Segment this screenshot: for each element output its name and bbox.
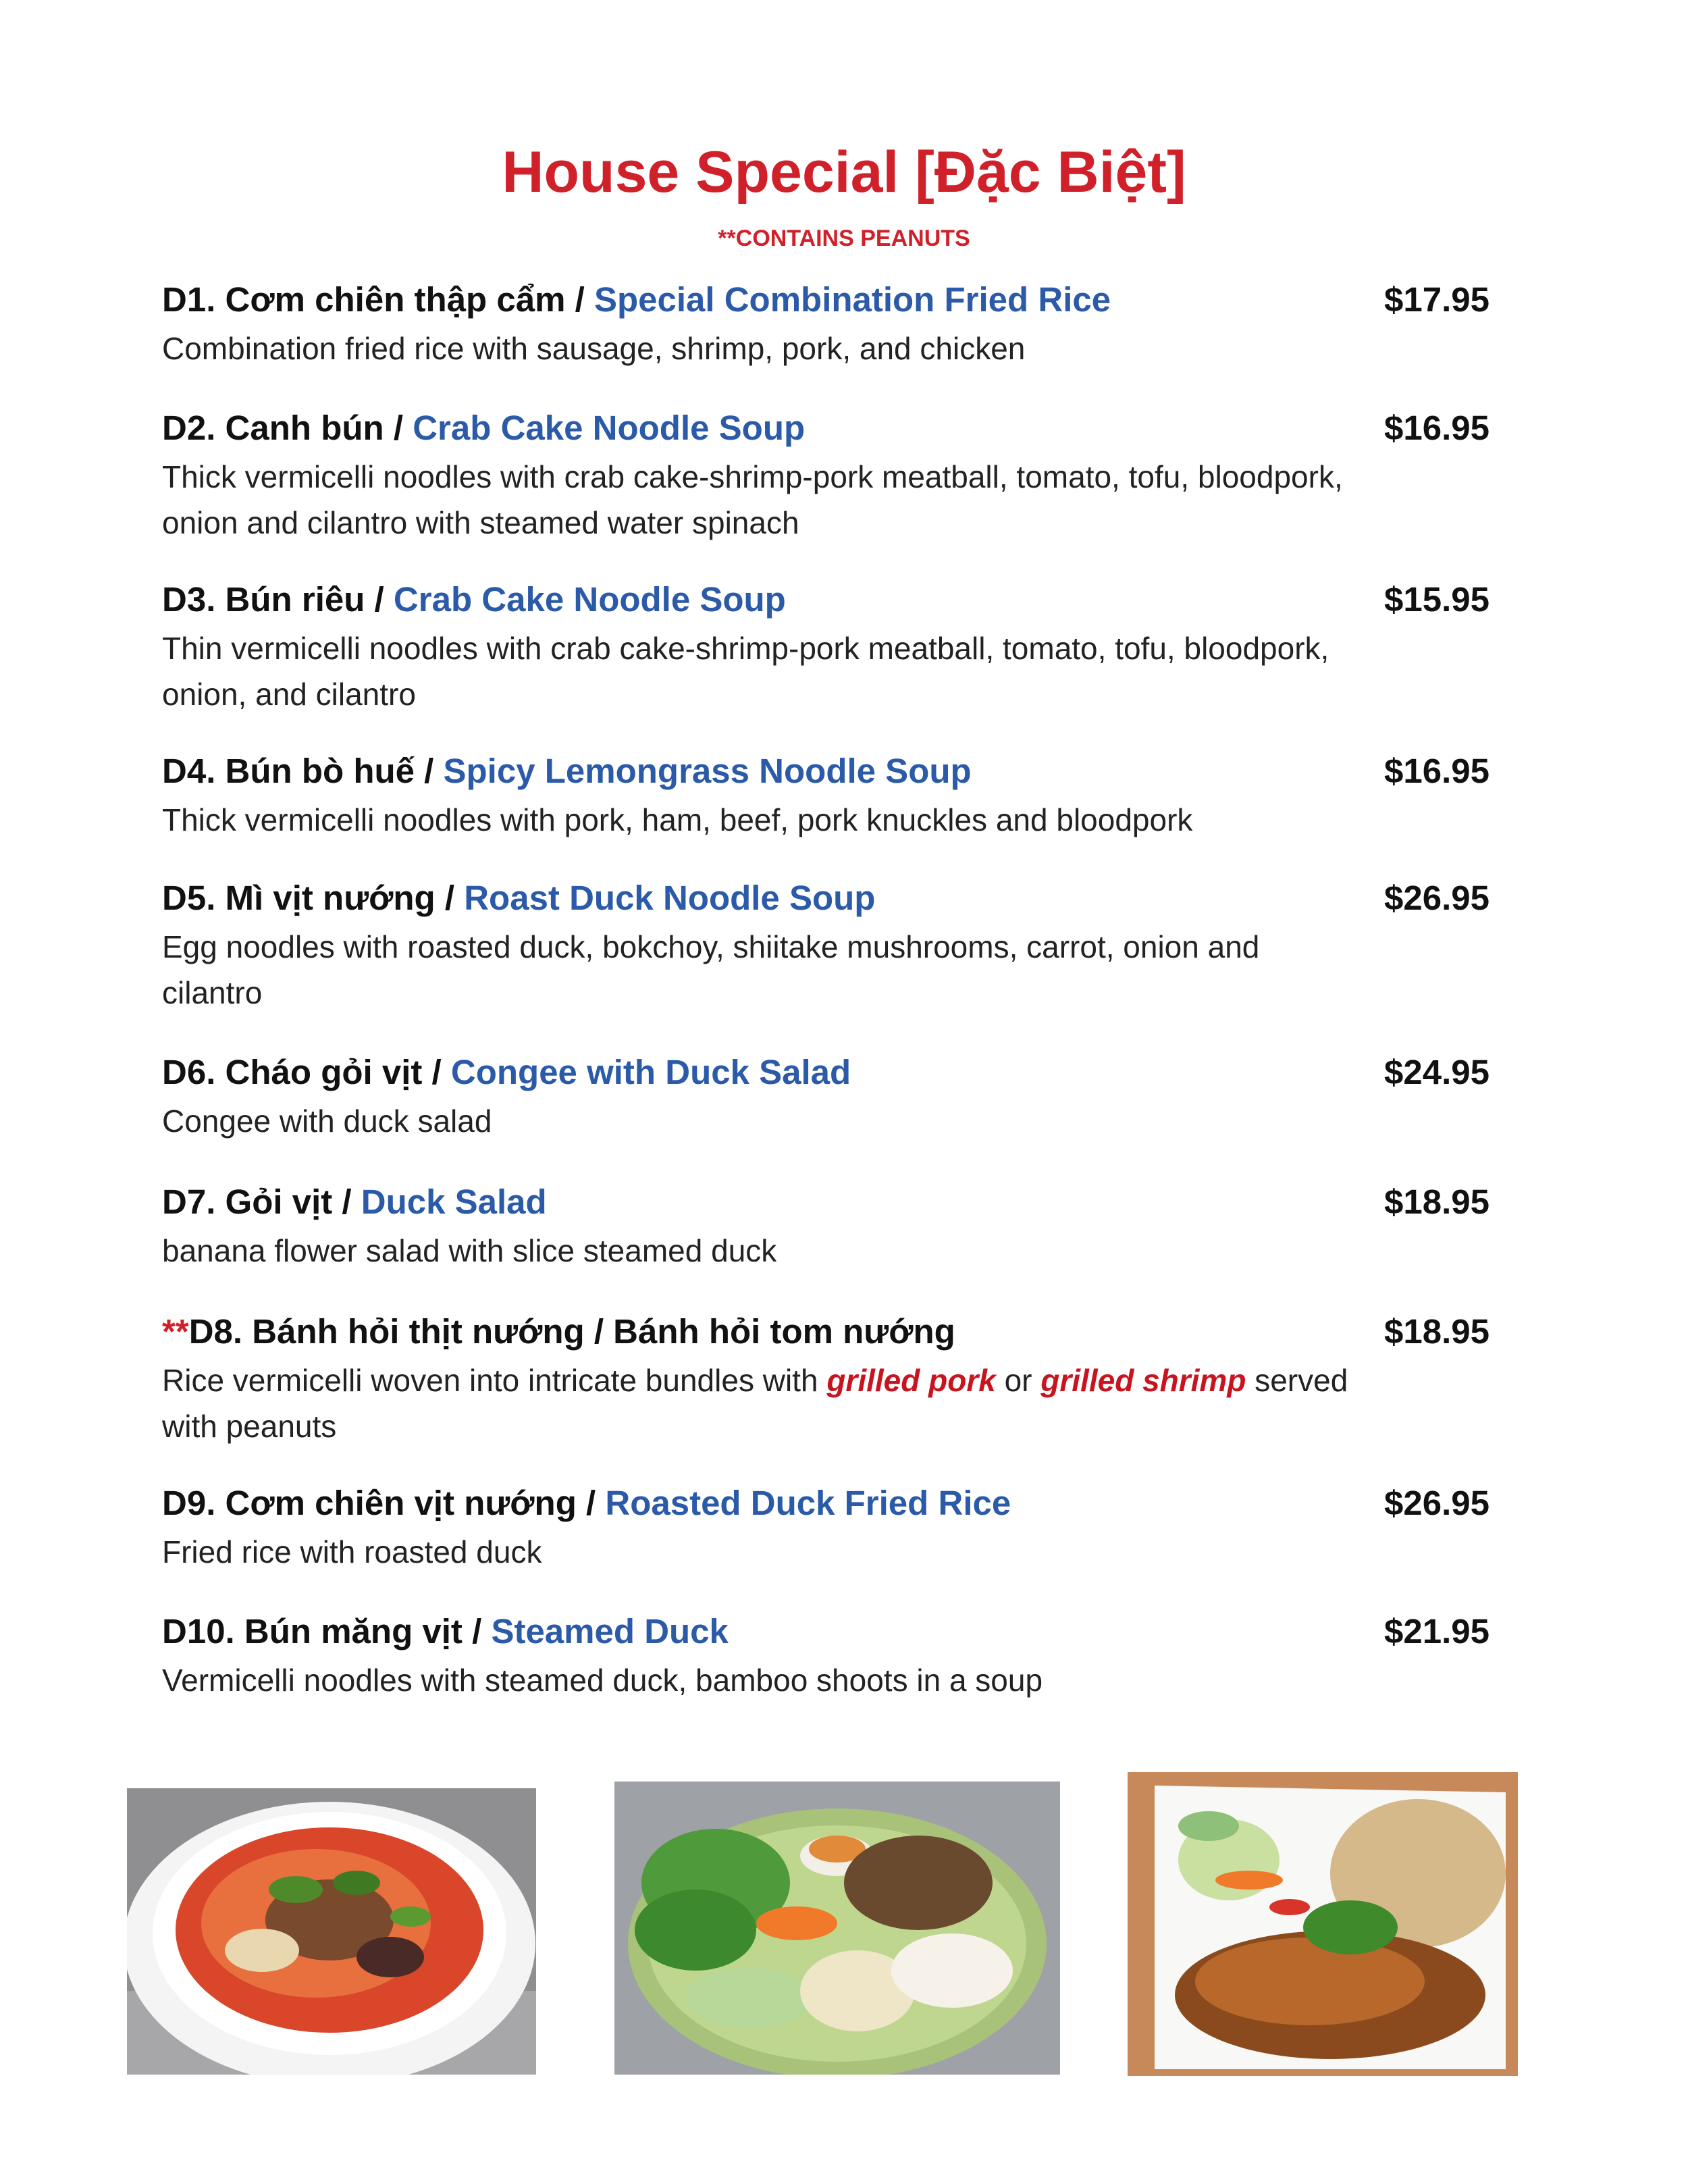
desc-text: served with peanuts <box>162 1363 1348 1444</box>
item-vietnamese-name: Canh bún <box>225 409 384 447</box>
item-heading <box>162 750 1512 793</box>
item-price: $18.95 <box>1384 1312 1489 1351</box>
name-separator: / <box>576 1484 606 1522</box>
item-price: $16.95 <box>1384 752 1489 790</box>
roasted-duck-fried-rice-photo <box>1128 1772 1518 2076</box>
item-price: $18.95 <box>1384 1182 1489 1221</box>
item-english-name: Special Combination Fried Rice <box>594 280 1111 319</box>
item-english-name: Duck Salad <box>361 1182 547 1221</box>
item-description: Thin vermicelli noodles with crab cake-shrimp-pork meatball, tomato, tofu, bloodpork, onion, and cilantro <box>162 631 1329 712</box>
item-vietnamese-name: Mì vịt nướng <box>225 879 436 917</box>
item-code: D1. <box>162 280 216 319</box>
grilled-pork-vermicelli-platter-photo <box>614 1782 1060 2075</box>
item-price: $16.95 <box>1384 409 1489 447</box>
item-code: D5. <box>162 879 216 917</box>
menu-item-d10 <box>162 1610 1512 1703</box>
item-english-name: Crab Cake Noodle Soup <box>393 580 786 619</box>
item-english-name: Steamed Duck <box>491 1612 729 1650</box>
item-price: $15.95 <box>1384 580 1489 619</box>
desc-highlight-grilled-shrimp: grilled shrimp <box>1040 1363 1246 1398</box>
item-description: Thick vermicelli noodles with pork, ham, beef, pork knuckles and bloodpork <box>162 802 1193 837</box>
item-price: $26.95 <box>1384 879 1489 917</box>
item-english-name: Roasted Duck Fried Rice <box>605 1484 1011 1522</box>
item-vietnamese-name: Cháo gỏi vịt <box>225 1053 423 1091</box>
desc-text: Rice vermicelli woven into intricate bundles with <box>162 1363 827 1398</box>
item-code: D10. <box>162 1612 235 1650</box>
name-separator: / <box>384 409 413 447</box>
menu-item-d1 <box>162 278 1512 371</box>
item-code: D6. <box>162 1053 216 1091</box>
menu-item-d2 <box>162 407 1512 546</box>
item-vietnamese-name: Bánh hỏi thịt nướng / Bánh hỏi tom nướng <box>252 1312 955 1351</box>
item-description: Combination fried rice with sausage, shrimp, pork, and chicken <box>162 331 1026 366</box>
name-separator: / <box>435 879 465 917</box>
spicy-noodle-soup-photo <box>127 1788 536 2075</box>
item-code: D8. <box>188 1312 243 1351</box>
menu-item-d7 <box>162 1180 1512 1274</box>
item-description: Vermicelli noodles with steamed duck, bamboo shoots in a soup <box>162 1663 1043 1698</box>
item-english-name: Spicy Lemongrass Noodle Soup <box>443 752 972 790</box>
item-code: D9. <box>162 1484 216 1522</box>
menu-item-d5 <box>162 877 1512 1016</box>
name-separator: / <box>462 1612 492 1650</box>
item-price: $17.95 <box>1384 280 1489 319</box>
item-code: D4. <box>162 752 216 790</box>
peanut-warning: **CONTAINS PEANUTS <box>718 226 970 251</box>
peanut-marker: ** <box>162 1312 189 1351</box>
item-code: D3. <box>162 580 216 619</box>
item-heading <box>162 578 1512 621</box>
item-vietnamese-name: Cơm chiên vịt nướng <box>225 1484 577 1522</box>
item-price: $24.95 <box>1384 1053 1489 1091</box>
item-vietnamese-name: Bún măng vịt <box>244 1612 463 1650</box>
item-vietnamese-name: Bún bò huế <box>225 752 425 790</box>
item-english-name: Congee with Duck Salad <box>450 1053 851 1091</box>
menu-item-d6 <box>162 1051 1512 1144</box>
name-separator: / <box>422 1053 451 1091</box>
item-heading <box>162 1051 1512 1094</box>
item-english-name: Crab Cake Noodle Soup <box>413 409 806 447</box>
item-heading <box>162 877 1512 920</box>
item-description <box>162 1357 1350 1449</box>
item-price: $26.95 <box>1384 1484 1489 1522</box>
item-heading <box>162 1482 1512 1525</box>
item-description: Congee with duck salad <box>162 1103 492 1139</box>
menu-item-d9 <box>162 1482 1512 1575</box>
item-description: Egg noodles with roasted duck, bokchoy, shiitake mushrooms, carrot, onion and cilantro <box>162 929 1260 1010</box>
item-english-name: Roast Duck Noodle Soup <box>464 879 876 917</box>
item-description: Fried rice with roasted duck <box>162 1534 542 1569</box>
item-description: Thick vermicelli noodles with crab cake-shrimp-pork meatball, tomato, tofu, bloodpork, onion and cilantro with steamed water spinach <box>162 459 1343 540</box>
item-vietnamese-name: Bún riêu <box>225 580 365 619</box>
item-heading <box>162 278 1512 321</box>
menu-title: House Special [Đặc Biệt] <box>502 140 1186 205</box>
menu-item-d4 <box>162 750 1512 843</box>
name-separator: / <box>424 752 444 790</box>
item-heading <box>162 1610 1512 1653</box>
item-code: D7. <box>162 1182 216 1221</box>
item-heading <box>162 407 1512 450</box>
desc-highlight-grilled-pork: grilled pork <box>826 1363 996 1398</box>
menu-item-d3 <box>162 578 1512 717</box>
item-heading <box>162 1180 1512 1224</box>
desc-text: or <box>995 1363 1041 1398</box>
item-description: banana flower salad with slice steamed duck <box>162 1233 777 1268</box>
name-separator: / <box>365 580 394 619</box>
menu-item-d8 <box>162 1310 1512 1449</box>
item-vietnamese-name: Cơm chiên thập cẩm <box>225 280 566 319</box>
item-vietnamese-name: Gỏi vịt <box>225 1182 333 1221</box>
name-separator: / <box>332 1182 361 1221</box>
item-code: D2. <box>162 409 216 447</box>
item-price: $21.95 <box>1384 1612 1489 1650</box>
name-separator: / <box>565 280 594 319</box>
item-heading <box>162 1310 1512 1353</box>
